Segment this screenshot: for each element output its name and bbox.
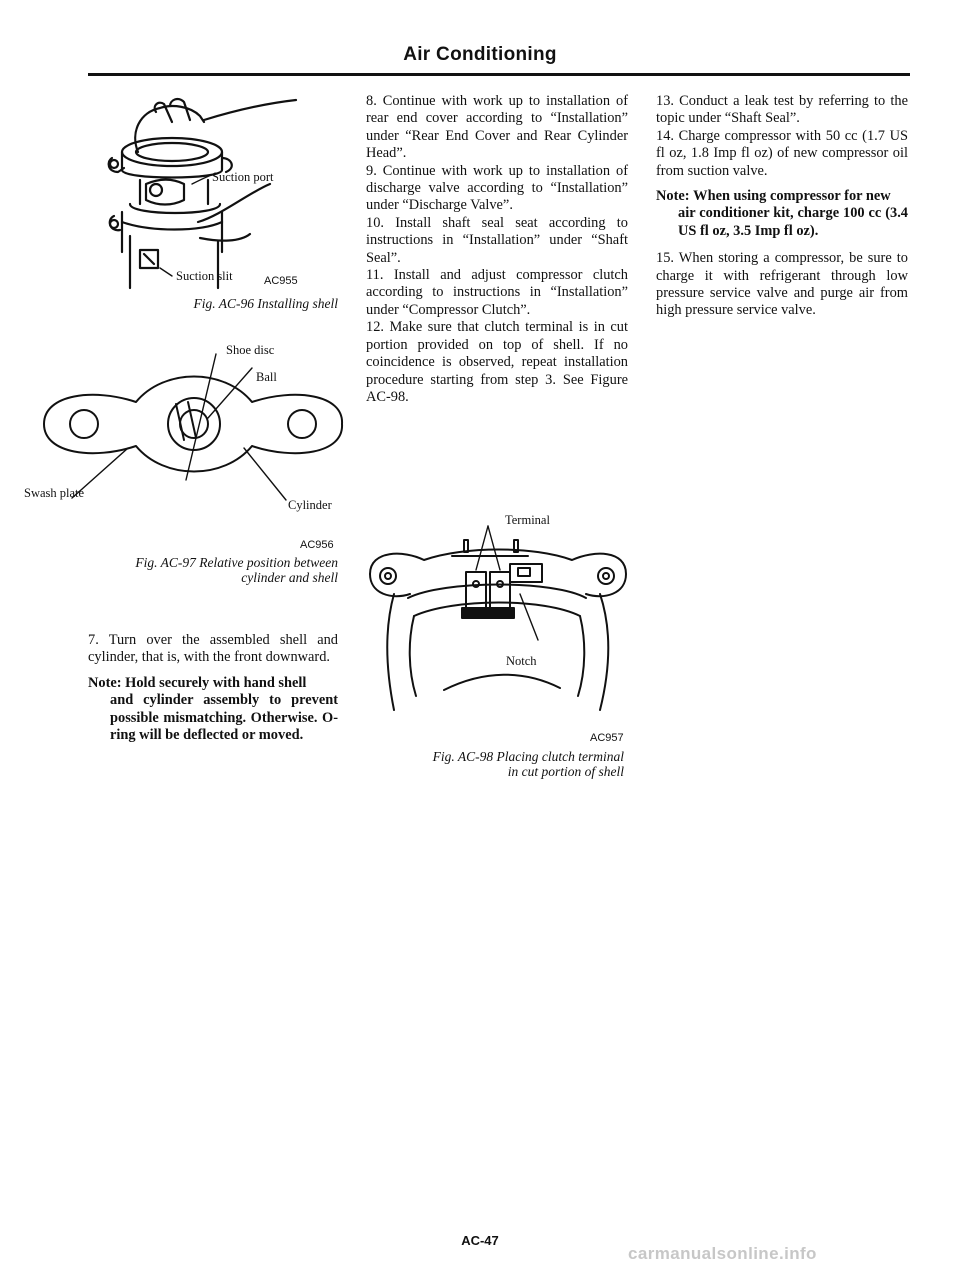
caption-line: Fig. AC-98 Placing clutch terminal <box>432 749 624 764</box>
figure-code: AC957 <box>590 732 624 744</box>
note-label: Note: <box>88 674 122 691</box>
step-12: 12. Make sure that clutch terminal is in cut portion provided on top of shell. If no coincidence is observed, repeat installation procedure starting from step 3. See Figure AC-98. <box>366 319 628 405</box>
page-number: AC-47 <box>461 1233 499 1248</box>
step-9: 9. Continue with work up to installation of discharge valve according to “Installation” under “Discharge Valve”. <box>366 162 628 214</box>
label-suction-slit: Suction slit <box>176 269 233 283</box>
note <box>656 188 908 240</box>
header-rule <box>88 73 910 76</box>
note-text: When using compressor for new <box>693 188 891 205</box>
step-15: 15. When storing a compressor, be sure to charge it with refrigerant through low pressure service valve and purge air from high pressure service valve. <box>656 250 908 319</box>
step-10: 10. Install shaft seal seat according to instructions in “Installation” under “Shaft Seal”. <box>366 214 628 266</box>
step-13: 13. Conduct a leak test by referring to the topic under “Shaft Seal”. <box>656 93 908 127</box>
label-suction-port: Suction port <box>212 170 274 184</box>
note-text: air conditioner kit, charge 100 cc (3.4 US fl oz, 3.5 Imp fl oz). <box>678 205 908 239</box>
note <box>88 675 338 745</box>
note-label: Note: <box>656 188 690 205</box>
figure-caption: Fig. AC-96 Installing shell <box>193 296 338 311</box>
label-notch: Notch <box>506 654 537 668</box>
step-14: 14. Charge compressor with 50 cc (1.7 US fl oz, 1.8 Imp fl oz) of new compressor oil from suction valve. <box>656 127 908 179</box>
label-swash-plate: Swash plate <box>24 486 85 500</box>
label-shoe-disc: Shoe disc <box>226 343 275 357</box>
label-ball: Ball <box>256 370 277 384</box>
note-text: and cylinder assembly to prevent possible mismatching. Otherwise. O-ring will be deflected or moved. <box>110 692 338 744</box>
figure-ac96-illustration <box>100 92 330 292</box>
page-header: Air Conditioning <box>403 44 557 65</box>
step-8: 8. Continue with work up to installation of rear end cover according to “Installation” under “Rear End Cover and Rear Cylinder Head”. <box>366 93 628 162</box>
label-cylinder: Cylinder <box>288 498 332 512</box>
figure-code: AC956 <box>300 539 334 551</box>
caption-line: Fig. AC-97 Relative position between <box>135 555 338 570</box>
watermark: carmanualsonline.info <box>628 1244 817 1263</box>
step-11: 11. Install and adjust compressor clutch according to instructions in “Installation” under “Compressor Clutch”. <box>366 267 628 318</box>
caption-line: in cut portion of shell <box>507 764 624 779</box>
figure-caption <box>40 555 338 585</box>
note-text: Hold securely with hand shell <box>125 674 307 691</box>
step-7: 7. Turn over the assembled shell and cylinder, that is, with the front downward. <box>88 632 338 666</box>
left-column-text <box>88 632 338 744</box>
figure-caption <box>384 749 624 779</box>
figure-code: AC955 <box>264 275 298 287</box>
middle-column-text <box>366 93 628 406</box>
figure-ac98-illustration <box>364 520 630 716</box>
caption-line: cylinder and shell <box>241 570 338 585</box>
label-terminal: Terminal <box>505 513 550 527</box>
right-column-text <box>656 93 908 320</box>
